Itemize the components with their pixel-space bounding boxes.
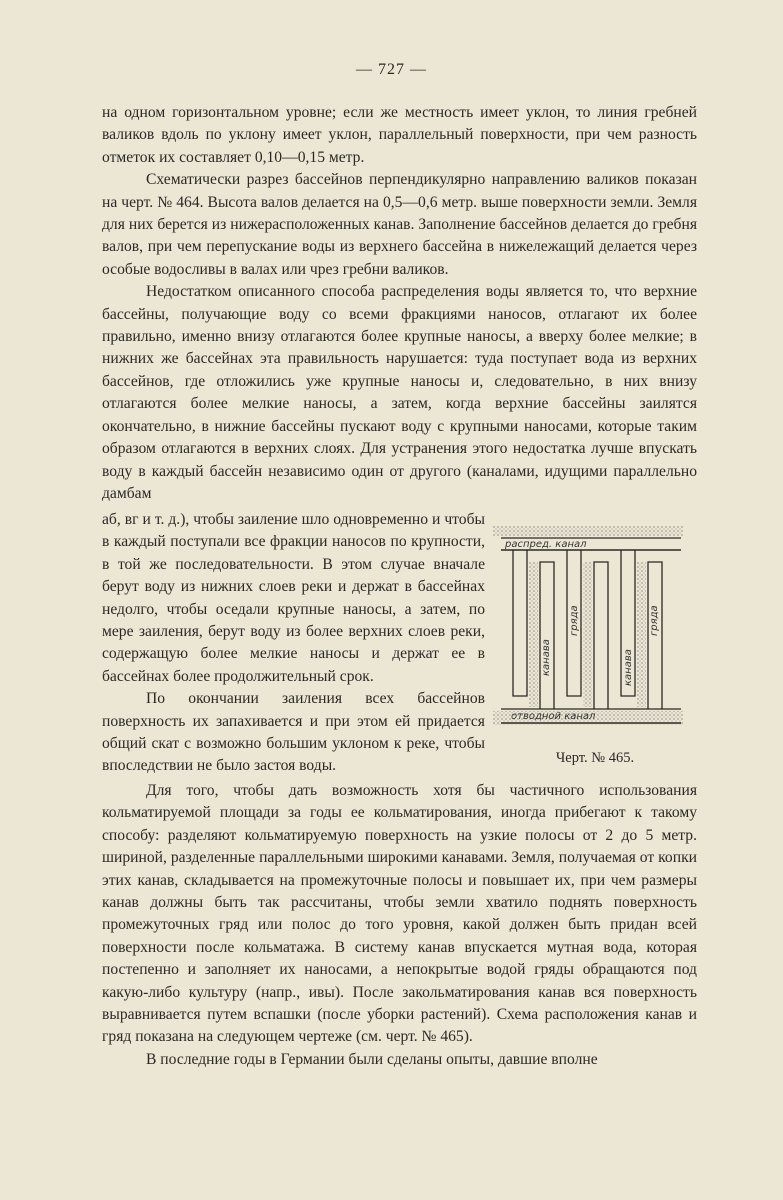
label-top-canal: распред. канал	[505, 539, 587, 550]
figure-caption: Черт. № 465.	[555, 750, 635, 766]
label-ridge-1: гряда	[569, 605, 580, 636]
label-bottom-canal: отводной канал	[511, 711, 596, 722]
canal-diagram	[493, 526, 697, 736]
label-canal-1: канава	[541, 639, 552, 676]
paragraph-5: По окончании заиления всех бассейнов поверхность их запахивается и при этом ей придается общий скат с возможно большим уклоном к реке, чтобы впоследствии не было застоя воды.	[102, 690, 485, 775]
page-number: — 727 —	[356, 61, 427, 78]
paragraph-3: Недостатком описанного способа распределения воды является то, что верхние бассейны, получающие воду со всеми фракциями наносов, отлагают их более правильно, именно внизу отлагаются более крупные наносы, а вверху более мелкие; в нижних же бассейнах эта правильность нарушается: туда поступает вода из верхних бассейнов, где отложились уже крупные наносы и, следовательно, в них внизу отлагаются более мелкие наносы, а затем, когда верхние бассейны заилятся окончательно, в нижние бассейны пускают воду с крупными наносами, которые таким образом отлагаются в верхних слоях. Для устранения этого недостатка лучше впускать воду в каждый бассейн независимо один от другого (каналами, идущими параллельно дамбам	[102, 283, 697, 502]
paragraph-2: Схематически разрез бассейнов перпендикулярно направлению валиков показан на черт. № 464. Высота валов делается на 0,5—0,6 метр. выше поверхности земли. Земля для них берется из нижерасположенных канав. Заполнение бассейнов делается до гребня валов, при чем перепускание воды из верхнего бассейна в нижележащий делается через особые водосливы в валах или чрез гребни валиков.	[102, 171, 697, 278]
canal-1	[513, 550, 527, 696]
top-embankment	[493, 526, 683, 536]
canal-2	[540, 562, 554, 709]
paragraph-7: В последние годы в Германии были сделаны опыты, давшие вполне	[146, 1050, 598, 1068]
label-ridge-2: гряда	[649, 605, 660, 636]
label-canal-2: канава	[623, 649, 634, 686]
paragraph-6: Для того, чтобы дать возможность хотя бы частичного использования кольматируемой площади за годы ее кольматирования, иногда прибегают к такому способу: разделяют кольматируемую поверхность на узкие полосы от 2 до 5 метр. шириной, разделенные параллельными широкими канавами. Земля, получаемая от копки этих канав, складывается на промежуточные полосы и повышает их, при чем размеры канав должны быть так рассчитаны, чтобы земли хватило поднять поверхность промежуточных гряд или полос до того уровня, какой должен быть придан всей поверхности после кольматажа. В систему канав впускается мутная вода, которая постепенно и заполняет их наносами, а непокрытые водой гряды обращаются под какую-либо культуру (напр., ивы). После закольматирования канав вся поверхность выравнивается путем вспашки (после уборки растений). Схема расположения канав и гряд показана на следующем чертеже (см. черт. № 465).	[102, 782, 697, 1046]
figure-465	[493, 526, 697, 776]
paragraph-4: аб, вг и т. д.), чтобы заиление шло одновременно и чтобы в каждый поступали все фракции наносов по крупности, в той же последовательности. В этом случае вначале берут воду из нижних слоев реки и держат в бассейнах недолго, чтобы оседали крупные наносы, а затем, по мере заиления, берут воду из более верхних слоев реки, содержащую более мелкие наносы и держат ее в бассейнах более продолжительный срок.	[102, 511, 485, 685]
paragraph-1: на одном горизонтальном уровне; если же местность имеет уклон, то линия гребней валиков вдоль по уклону имеет уклон, параллельный поверхности, при чем разность отметок их составляет 0,10—0,15 метр.	[102, 104, 697, 166]
text-block-top	[102, 102, 697, 505]
canal-4	[594, 562, 608, 709]
text-block-narrow	[102, 509, 485, 778]
text-block-bottom	[102, 780, 697, 1071]
